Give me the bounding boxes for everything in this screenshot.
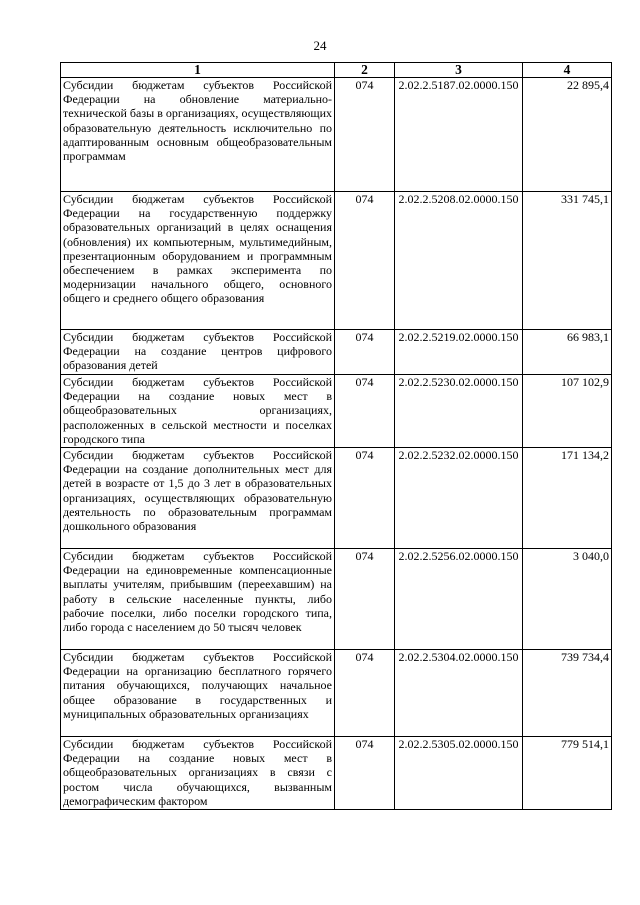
row-code-cell: 074 (335, 737, 395, 810)
row-amount-cell: 107 102,9 (523, 375, 612, 448)
table-row (61, 330, 612, 375)
row-name-cell: Субсидии бюджетам субъектов Российской Федерации на организацию бесплатного горячего питания обучающихся, получающих начальное общее образование в государственных и муниципальных образовательных организациях (61, 650, 335, 737)
row-kbk-cell: 2.02.2.5230.02.0000.150 (395, 375, 523, 448)
table-row (61, 448, 612, 549)
table-header-row (61, 63, 612, 78)
column-header-2: 2 (335, 63, 395, 78)
row-amount-cell: 331 745,1 (523, 192, 612, 330)
table-row (61, 737, 612, 810)
row-kbk-cell: 2.02.2.5187.02.0000.150 (395, 78, 523, 192)
row-name-cell: Субсидии бюджетам субъектов Российской Федерации на обновление материально-технической базы в организациях, осуществляющих образовательную деятельность исключительно по адаптированным основным общеобразовательным программам (61, 78, 335, 192)
row-amount-cell: 171 134,2 (523, 448, 612, 549)
row-amount-cell: 3 040,0 (523, 549, 612, 650)
page-number: 24 (313, 38, 327, 53)
row-kbk-cell: 2.02.2.5305.02.0000.150 (395, 737, 523, 810)
row-kbk-cell: 2.02.2.5304.02.0000.150 (395, 650, 523, 737)
row-amount-cell: 779 514,1 (523, 737, 612, 810)
row-amount-cell: 22 895,4 (523, 78, 612, 192)
row-code-cell: 074 (335, 330, 395, 375)
column-header-3: 3 (395, 63, 523, 78)
row-code-cell: 074 (335, 650, 395, 737)
table-row (61, 192, 612, 330)
row-code-cell: 074 (335, 78, 395, 192)
row-amount-cell: 739 734,4 (523, 650, 612, 737)
table-row (61, 78, 612, 192)
column-header-1: 1 (61, 63, 335, 78)
row-kbk-cell: 2.02.2.5208.02.0000.150 (395, 192, 523, 330)
row-name-cell: Субсидии бюджетам субъектов Российской Федерации на государственную поддержку образовательных организаций в целях оснащения (обновления) их компьютерным, мультимедийным, презентационным оборудованием и программным обеспечением в рамках эксперимента по модернизации начального общего, основного общего и среднего общего образования (61, 192, 335, 330)
row-code-cell: 074 (335, 375, 395, 448)
budget-table (60, 62, 612, 810)
table-row (61, 549, 612, 650)
row-code-cell: 074 (335, 549, 395, 650)
row-name-cell: Субсидии бюджетам субъектов Российской Федерации на создание дополнительных мест для детей в возрасте от 1,5 до 3 лет в образовательных организациях, осуществляющих образовательную деятельность по образовательным программам дошкольного образования (61, 448, 335, 549)
row-kbk-cell: 2.02.2.5219.02.0000.150 (395, 330, 523, 375)
row-kbk-cell: 2.02.2.5256.02.0000.150 (395, 549, 523, 650)
table-row (61, 650, 612, 737)
table-row (61, 375, 612, 448)
column-header-4: 4 (523, 63, 612, 78)
row-code-cell: 074 (335, 192, 395, 330)
row-name-cell: Субсидии бюджетам субъектов Российской Федерации на создание центров цифрового образования детей (61, 330, 335, 375)
row-name-cell: Субсидии бюджетам субъектов Российской Федерации на создание новых мест в общеобразовательных организациях в связи с ростом числа обучающихся, вызванным демографическим фактором (61, 737, 335, 810)
row-name-cell: Субсидии бюджетам субъектов Российской Федерации на создание новых мест в общеобразовательных организациях, расположенных в сельской местности и поселках городского типа (61, 375, 335, 448)
row-name-cell: Субсидии бюджетам субъектов Российской Федерации на единовременные компенсационные выплаты учителям, прибывшим (переехавшим) на работу в сельские населенные пункты, либо рабочие поселки, либо поселки городского типа, либо города с населением до 50 тысяч человек (61, 549, 335, 650)
row-kbk-cell: 2.02.2.5232.02.0000.150 (395, 448, 523, 549)
row-code-cell: 074 (335, 448, 395, 549)
row-amount-cell: 66 983,1 (523, 330, 612, 375)
